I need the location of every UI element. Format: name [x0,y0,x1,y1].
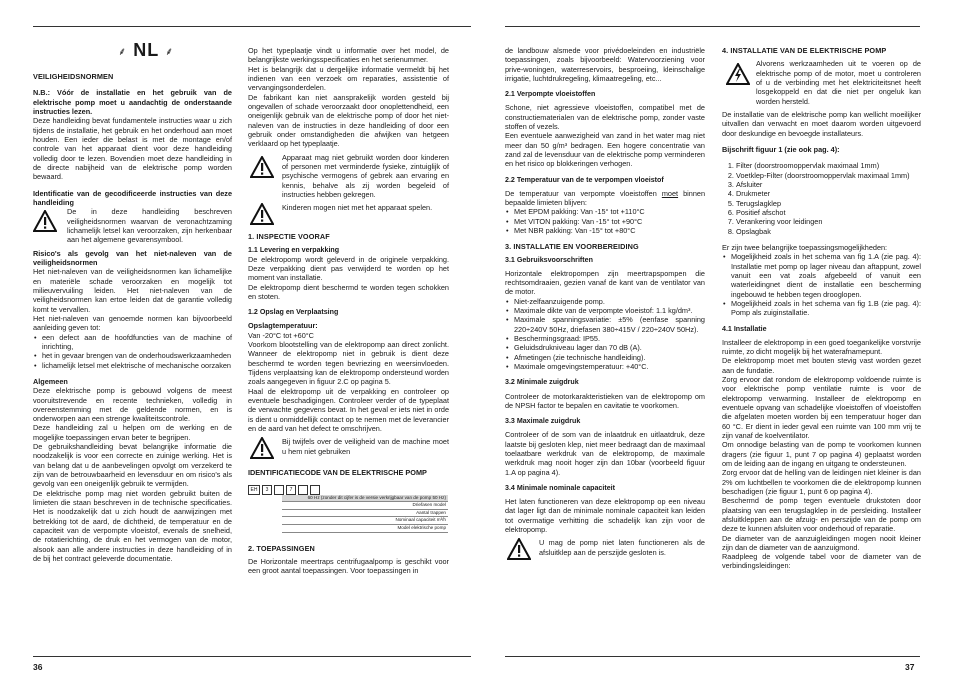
paragraph: de landbouw alsmede voor privédoeleinden en industriële toepassingen, zoals bijvoorbeeld: Watervoorziening voor prive-woningen, waterreservoirs, besproeiing, kleinschalige irrigatie, luchtdrukregeling, klimaatregeling, etc... [505,46,705,83]
identification-text: De in deze handleiding beschreven veiligheidsnormen waarvan de veronachtzaming lichamelijk letsel kan veroorzaken, zijn herkenbaar aan het algemene gevarensymbool. [67,207,232,245]
footer-rule-right [505,656,920,657]
paragraph: Raadpleeg de volgende tabel voor de diameter van de verbindingsleidingen: [722,552,921,571]
paragraph: De elektropomp dient beschermd te worden tegen schokken en stoten. [248,282,449,301]
code-box: 7 [286,485,296,495]
figure-legend-list [722,161,921,236]
warning-disconnect: Alvorens werkzaamheden uit te voeren op de elektrische pomp of de motor, moet u controleren of u de verbinding met het elektriciteitsnet heeft losgekoppeld en dat die niet per ongeluk kan worden hersteld. [756,59,921,106]
paragraph: Horizontale elektropompen zijn meertrapspompen die rechtsomdraaien, gezien vanaf de kant van de ventilator van de motor. [505,268,705,297]
warning-triangle-icon [33,210,57,232]
header-rule-left [33,26,471,27]
storage-temp-label: Opslagtemperatuur: [248,321,318,331]
paragraph: Installeer de elektropomp in een goed toegankelijke vorstvrije ruimte, zo dicht mogelijk bij het waterafnamepunt. [722,337,921,356]
list-item: • Maximale omgevingstemperatuur: +40°C. [514,362,705,371]
section-3-1-title: 3.1 Gebruiksvoorschriften [505,255,593,264]
paragraph [505,189,705,208]
general-paragraph-1: Deze elektrische pomp is gebouwd volgens de meest vooruitstrevende en recente technieken, volledig in overeenstemming met de geldende normen, en is onderworpen aan een strenge kwaliteitscontrole. [33,386,232,424]
identification-heading: Identificatie van de gecodificeerde instructies van deze handleiding [33,188,232,207]
list-item: 1. Filter (doorstroomoppervlak maximaal 1mm) [736,161,921,170]
electric-hazard-icon [726,63,750,85]
risk-paragraph: Het niet-naleven van de veiligheidsnormen kan lichamelijke en materiële schade veroorzaken en mogelijk tot milieuvervuiling leiden. Het niet-naleven van de veiligheidsnormen kan ertoe leiden dat de garantie volledig komt te vervallen. [33,267,232,314]
list-item: • Niet-zelfaanzuigende pomp. [514,297,705,306]
code-label: Model elektrische pomp [282,525,448,533]
list-item: • Maximale dikte van de verpompte vloeistof: 1.1 kg/dm³. [514,306,705,315]
warning-block-2 [248,153,449,200]
section-4-1-title: 4.1 Installatie [722,324,767,333]
section-3-4-title: 3.4 Minimale nominale capaciteit [505,483,615,492]
figure-caption-title: Bijschrift figuur 1 (zie ook pag. 4): [722,144,840,154]
footer-rule-left [33,656,471,657]
section-1-1-title: 1.1 Levering en verpakking [248,245,340,254]
nb-note: N.B.: Vóór de installatie en het gebruik van de elektrische pomp moet u aandachtig de onderstaande instructies lezen. [33,88,232,116]
general-paragraph-2: Deze handleiding zal u helpen om de werking en de mogelijke toepassingen ervan beter te begrijpen. [33,423,232,442]
page-number-left: 36 [33,662,43,672]
list-item: • Afmetingen (zie technische handleiding). [514,353,705,362]
list-item: • Mogelijkheid zoals in het schema van fig 1.B (zie pag. 4): Pomp als zuiginstallatie. [731,299,921,318]
warning-block-4 [248,437,449,461]
general-heading: Algemeen [33,376,68,386]
list-item: • Maximale spanningsvariatie: ±5% (eenfase spanning 220÷240V 50Hz, driefasen 380÷415V / 220÷240V 50Hz). [514,315,705,334]
warning-block-3 [248,203,449,225]
warning-valve: U mag de pomp niet laten functioneren als de afsluitklep aan de perszijde gesloten is. [539,538,705,557]
paragraph: Een eventuele aanwezigheid van zand in het water mag niet meer dan 50 g/m³ bedragen. Een hogere concentratie van zand zal de levensduur van de elektrische pomp verminderen en het risico op blokkeringen verhogen. [505,131,705,169]
code-box: EH [248,485,260,495]
warning-triangle-icon [250,203,274,225]
section-3-2-title: 3.2 Minimale zuigdruk [505,378,579,387]
header-rule-right [505,26,920,27]
code-box [310,485,320,495]
code-label: Driefasen model [282,502,448,510]
text-run: De temperatuur van verpompte vloeistoffen [505,188,662,198]
warning-triangle-icon [250,156,274,178]
code-label-stack [282,495,448,533]
list-item: 4. Drukmeter [736,189,921,198]
list-item: • Geluidsdrukniveau lager dan 70 dB (A). [514,343,705,352]
section-4-title: 4. INSTALLATIE VAN DE ELEKTRISCHE POMP [722,46,887,55]
list-item: 5. Terugslagklep [736,199,921,208]
intro-paragraph: Deze handleiding bevat fundamentele instructies waar u zich tijdens de installatie, het gebruik en het onderhoud aan moet houden. Een ieder die belast is met de montage en/of controle van het apparaat dient voor deze handleiding volledig door te lezen. Bovendien moet deze handleiding in de directe nabijheid van de elektrische pomp worden bewaard. [33,116,232,182]
section-title-safety: VEILIGHEIDSNORMEN [33,72,114,81]
list-item: • Mogelijkheid zoals in het schema van fig 1.A (zie pag. 4): Installatie met pomp op lager niveau dan aftappunt, zowel vanuit een vat zoals afgebeeld of vanuit een waterleidingnet dient de installatie een bescherming ingebouwd te hebben tegen drooglopen. [731,252,921,299]
code-label: 60 Hz (zonder dit cijfer is de versie verkrijgbaar van de pomp 50 Hz) [282,495,448,503]
section-2-1-title: 2.1 Verpompte vloeistoffen [505,90,596,99]
left-column-1 [33,72,232,563]
right-column-2 [722,46,921,571]
risk-list [33,333,232,370]
paragraph: De elektropomp moet met bouten stevig vast worden gezet aan de fundatie. [722,356,921,375]
storage-temp-value: Van -20°C tot +60°C [248,330,314,340]
language-code: NL [133,40,159,60]
paragraph: Zorg ervoor dat de helling van de leidingen niet kleiner is dan 2% om luchtbellen te voorkomen die de elektropomp kunnen beschadigen (zie figuur 1, punt 6 op pagina 4). [722,468,921,496]
right-column-1 [505,46,705,562]
paragraph: Controleer de motorkarakteristieken van de elektropomp om de NPSH factor te bepalen en cavitatie te voorkomen. [505,391,705,410]
paragraph: De fabrikant kan niet aansprakelijk worden gesteld bij ongevallen of schade veroorzaakt door onoplettendheid, een oneigenlijk gebruik van de elektrische pomp of door het niet-naleven van de instructies in deze handleiding of door een gebruik onder omstandigheden die afwijken van hetgeen verklaard op het typeplaatje. [248,92,449,149]
usage-list [505,297,705,372]
paragraph: Zorg ervoor dat rondom de elektropomp voldoende ruimte is voor elektrische pomp ventilatie ruimte is voor de elektropomp verwarming. Installeer de elektropomp en eventuele opvang van schadelijke vloeistoffen of vloeistoffen die afgelaten moeten worden bij een temperatuur hoger dan 60 °C. Er dient in ieder geval een ruimte van 100 mm vrij te zijn vanaf de koelventilator. [722,374,921,440]
paragraph: Beschermd de pomp tegen eventuele drukstoten door plaatsing van een terugslagklep in de persleiding. Installeer afsluitkleppen aan de afzuig- en perszijde van de pomp om deze te kunnen afsluiten voor onderhoud of reparatie. [722,496,921,534]
list-item: 3. Afsluiter [736,180,921,189]
section-3-3-title: 3.3 Maximale zuigdruk [505,417,581,426]
list-item: 8. Opslagbak [736,227,921,236]
warning-block-1 [33,207,232,244]
paragraph: De diameter van de aanzuigleidingen mogen nooit kleiner zijn dan de diameter van de aanzuigmond. [722,533,921,552]
section-3-title: 3. INSTALLATIE EN VOORBEREIDING [505,242,639,252]
identification-code-title: IDENTIFICATIECODE VAN DE ELEKTRISCHE POMP [248,468,427,478]
list-item: 7. Verankering voor leidingen [736,217,921,226]
paragraph: Op het typeplaatje vindt u informatie over het model, de belangrijkste werkingsspecificaties en het serienummer. [248,46,449,65]
general-paragraph-4: De elektrische pomp mag niet worden gebruikt buiten de limieten die staan beschreven in de technische specificaties. Het is noodzakelijk dat u zich houdt de aanwijzingen met betrekking tot de aard, de dichtheid, de temperatuur en de capaciteit van de verpompte vloeistof, evenals de snelheid, de rotatierichting, de druk en het vermogen van de motor, alsook aan alle andere instructies in deze handleiding of in de bij het contract geleverde documentatie. [33,488,232,564]
flag-right-icon: ⸙ [164,45,175,58]
application-list [722,252,921,317]
section-2-2-title: 2.2 Temperatuur van de te verpompen vloeistof [505,175,664,184]
paragraph: De installatie van de elektrische pomp kan wellicht moeilijker uitvallen dan verwacht en moet daarom worden uitgevoerd door deskundige en bevoegde installateurs. [722,109,921,138]
flag-left-icon: ⸙ [118,45,128,58]
identification-code-diagram [248,485,449,537]
list-item: • het in gevaar brengen van de onderhoudswerkzaamheden [42,351,232,360]
risk-paragraph-2: Het niet-naleven van genoemde normen kan bijvoorbeeld aanleiding geven tot: [33,313,232,333]
code-label: Aantal trappen [282,510,448,518]
paragraph: Het laten functioneren van deze elektropomp op een niveau dat lager ligt dan de minimale nominale capaciteit kan leiden tot overmatige verhitting die schadelijk kan zijn voor de elektropomp. [505,496,705,534]
general-paragraph-3: De gebruikshandleiding bevat belangrijke informatie die noodzakelijk is voor een correcte en zuinige werking. Het is van belang dat u de aanbevelingen opvolgt om verzekerd te zijn van de betrouwbaarheid en levensduur en om risico's als gevolg van een oneigenlijk gebruik te vermijden. [33,442,232,489]
paragraph: Controleer of de som van de inlaatdruk en uitlaatdruk, deze laatste bij gesloten klep, niet meer bedraagt dan de maximaal toelaatbare werkdruk van de elektropomp, de maximale werkdruk mag nooit hoger zijn dan 10bar (voorbeeld figuur 1.A op pagina 4). [505,430,705,477]
list-item: 2. Voetklep-Filter (doorstroomoppervlak maximaal 1mm) [736,171,921,180]
code-boxes [248,485,449,495]
paragraph: Er zijn twee belangrijke toepassingsmogelijkheden: [722,242,888,252]
warning-play: Kinderen mogen niet met het apparaat spelen. [282,203,433,213]
page-number-right: 37 [905,662,915,672]
warning-block-5 [505,538,705,562]
warning-children: Apparaat mag niet gebruikt worden door kinderen of personen met verminderde fysieke, zintuiglijk of psychische vermogens of gebrek aan ervaring en kennis, behalve als zij worden begeleid of instructies hebben gekregen. [282,152,449,199]
code-box [298,485,308,495]
language-badge [118,40,174,61]
paragraph: Schone, niet agressieve vloeistoffen, compatibel met de constructiematerialen van de elektrische pomp, zonder vaste stoffen of vezels. [505,103,705,132]
list-item: • lichamelijk letsel met elektrische of mechanische oorzaken [42,361,232,370]
text-run: binnen bepaalde limieten blijven: [505,188,705,208]
code-box: 3 [262,485,272,495]
warning-triangle-icon [250,437,274,459]
section-2-title: 2. TOEPASSINGEN [248,543,315,553]
list-item: • een defect aan de hoofdfuncties van de machine of inrichting, [42,333,232,352]
paragraph: De elektropomp wordt geleverd in de originele verpakking. Deze verpakking dient pas verwijderd te worden op het moment van installatie. [248,254,449,283]
code-label: Nominaal capaciteit m³/h [282,517,448,525]
section-1-title: 1. INSPECTIE VOORAF [248,232,330,242]
paragraph: Haal de elektropomp uit de verpakking en controleer op eventuele beschadigingen. Controleer verder of de typeplaat de verwachte gegevens bevat. In het geval er iets niet in orde is dient u onmiddellijk contact op te nemen met de leverancier en de aard van het defect te omschrijven. [248,386,449,433]
section-1-2-title: 1.2 Opslag en Verplaatsing [248,308,339,317]
paragraph: Om onnodige belasting van de pomp te voorkomen kunnen dragers (zie figuur 1, punt 7 op pagina 4) geplaatst worden om de leiding aan de ingang en uitgang te ondersteunen. [722,440,921,468]
left-column-2 [248,46,449,576]
paragraph: De Horizontale meertraps centrifugaalpomp is geschikt voor een groot aantal toepassingen. Voor toepassingen in [248,556,449,576]
list-item: 6. Positief afschot [736,208,921,217]
list-item: • Beschermingsgraad: IP55. [514,334,705,343]
paragraph: Het is belangrijk dat u dergelijke informatie vermeldt bij het indienen van een verzoek om reparaties, assistentie of vervangingsonderdelen. [248,64,449,93]
warning-block-6 [722,59,921,106]
warning-triangle-icon [507,538,531,560]
list-item: • Met VITON pakking: Van -15° tot +90°C [514,217,705,226]
text-run-underlined: moet [661,188,679,198]
list-item: • Met NBR pakking: Van -15° tot +80°C [514,226,705,235]
code-box [274,485,284,495]
list-item: • Met EPDM pakking: Van -15° tot +110°C [514,207,705,216]
warning-doubt: Bij twijfels over de veiligheid van de machine moet u hem niet gebruiken [282,437,449,456]
risk-heading: Risico's als gevolg van het niet-naleven van de veiligheidsnormen [33,248,232,267]
paragraph: Voorkom blootstelling van de elektropomp aan direct zonlicht. Wanneer de elektropomp niet in gebruik is dient deze beschermd te worden tegen bevriezing en weersinvloeden. Tijdens verplaatsing kan de elektropomp ondersteund worden zoals aangegeven in figuur 2.C op pagina 5. [248,340,449,387]
temperature-list [505,207,705,235]
